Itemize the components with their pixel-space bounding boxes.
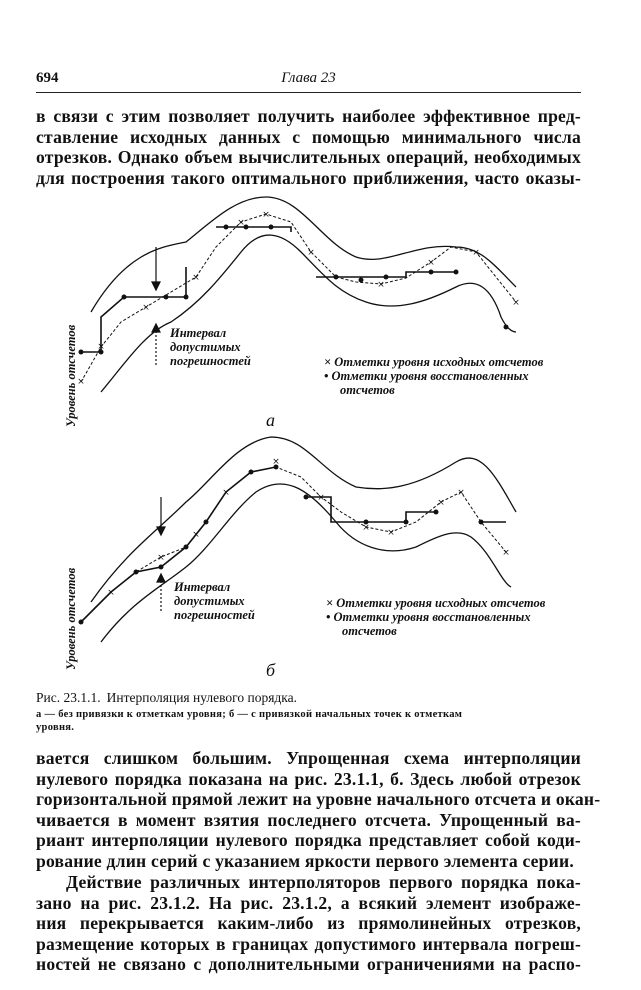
paragraph-bottom-1 [36, 748, 601, 872]
panel-letter-a: а [266, 410, 275, 430]
svg-text:×: × [502, 548, 510, 558]
legend-item-restored [326, 610, 545, 624]
upper-bound-curve-b [91, 437, 516, 602]
svg-text:×: × [107, 588, 115, 598]
legend-item-restored [324, 369, 543, 383]
svg-text:×: × [437, 498, 445, 508]
text-line: чивается в момент взятия последнего отсчета. Упрощенный ва- [36, 809, 581, 830]
y-axis-label-a: Уровень отсчетов [64, 324, 78, 427]
svg-text:×: × [192, 530, 200, 540]
text-line: рование длин серий с указанием яркости первого элемента серии. [36, 850, 574, 871]
text-line: для построения такого оптимального приближения, часто оказы- [36, 167, 581, 188]
svg-text:×: × [387, 528, 395, 538]
legend-text: Отметки уровня исходных отсчетов [336, 596, 546, 610]
legend-text: Отметки уровня исходных отсчетов [334, 355, 544, 369]
text-line: ностей не связано с дополнительными ограничениями на распо- [36, 954, 581, 975]
svg-text:×: × [362, 523, 370, 533]
paragraph-bottom-2 [36, 872, 581, 975]
interval-label-line: допустимых [170, 340, 241, 354]
text-line: горизонтальной прямой лежит на уровне начального отсчета и окан- [36, 789, 601, 810]
svg-text:×: × [142, 303, 150, 313]
caption-note [36, 709, 596, 734]
legend-item-original [324, 355, 543, 369]
text-line: ставление исходных данных с помощью минимального числа [36, 126, 581, 147]
header-rule [36, 92, 581, 93]
legend-a [324, 355, 543, 397]
legend-text-cont: отсчетов [340, 383, 395, 397]
caption-note-line: а — без привязки к отметкам уровня; б — с привязкой начальных точек к отметкам [36, 709, 463, 720]
cross-marker-icon: × [326, 596, 334, 610]
figure-caption [36, 690, 596, 734]
svg-text:×: × [377, 280, 385, 290]
svg-text:×: × [222, 488, 230, 498]
panel-letter-b: б [266, 660, 276, 680]
text-line: отрезков. Однако объем вычислительных операций, необходимых [36, 147, 581, 168]
svg-text:×: × [157, 553, 165, 563]
text-line: Действие различных интерполяторов первого порядка пока- [66, 872, 581, 892]
svg-text:×: × [457, 488, 465, 498]
zero-order-steps-a [81, 227, 456, 352]
figure-23-1-1 [36, 192, 596, 692]
legend-text: Отметки уровня восстановленных [333, 610, 531, 624]
interval-label-line: Интервал [174, 580, 231, 594]
svg-text:×: × [272, 457, 280, 467]
paragraph-top [36, 106, 581, 188]
svg-text:×: × [512, 298, 520, 308]
caption-note-line: уровня. [36, 721, 75, 733]
text-line: размещение которых в границах допустимого интервала погреш- [36, 933, 581, 954]
text-line: ния перекрывается каким-либо из прямолинейных отрезков, [36, 913, 581, 934]
text-line: риант интерполяции нулевого порядка представляет собой коди- [36, 830, 581, 851]
interval-label-a [170, 326, 251, 368]
interval-label-line: Интервал [170, 326, 227, 340]
interval-label-line: погрешностей [170, 354, 251, 368]
legend-b [326, 596, 545, 638]
dot-marker-icon: • [324, 369, 329, 383]
running-header [36, 70, 581, 92]
svg-text:×: × [192, 273, 200, 283]
caption-title [36, 690, 596, 706]
legend-text-cont: отсчетов [342, 624, 397, 638]
interval-label-line: погрешностей [174, 608, 255, 622]
svg-text:×: × [262, 210, 270, 220]
svg-text:×: × [427, 258, 435, 268]
svg-text:×: × [317, 493, 325, 503]
legend-text: Отметки уровня восстановленных [331, 369, 529, 383]
caption-text: Интерполяция нулевого порядка. [106, 690, 297, 705]
interval-label-line: допустимых [174, 594, 245, 608]
caption-label: Рис. 23.1.1. [36, 690, 101, 705]
svg-text:×: × [472, 248, 480, 258]
tolerance-arrows-a [152, 247, 160, 367]
legend-item-original [326, 596, 545, 610]
page-number: 694 [36, 70, 59, 86]
dot-marker-icon: • [326, 610, 331, 624]
chapter-title: Глава 23 [281, 70, 336, 86]
cross-marker-icon: × [324, 355, 332, 369]
interval-label-b [174, 580, 255, 622]
text-line: вается слишком большим. Упрощенная схема интерполяции [36, 748, 581, 768]
original-marks-b [107, 457, 510, 598]
text-line: в связи с этим позволяет получить наиболее эффективное пред- [36, 106, 581, 126]
text-line: нулевого порядка показана на рис. 23.1.1, б. Здесь любой отрезок [36, 768, 581, 789]
svg-text:×: × [97, 342, 105, 352]
y-axis-label-b: Уровень отсчетов [64, 567, 78, 670]
text-line: зано на рис. 23.1.2. На рис. 23.1.2, а всякий элемент изображе- [36, 892, 581, 913]
svg-text:×: × [307, 248, 315, 258]
svg-text:×: × [237, 218, 245, 228]
svg-text:×: × [77, 377, 85, 387]
reconstructed-points-a [79, 225, 509, 355]
